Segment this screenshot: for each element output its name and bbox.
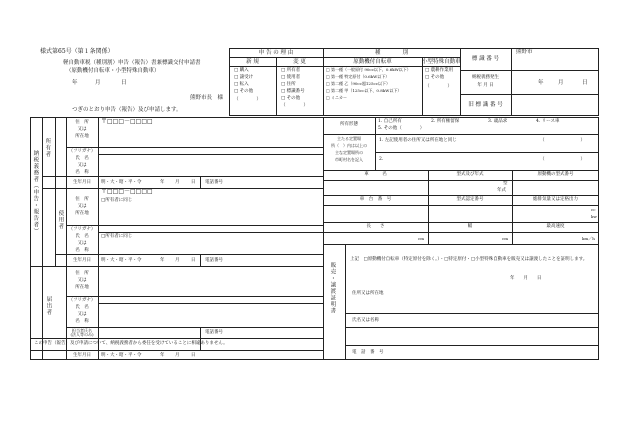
user-address-label-3: 所在地 bbox=[75, 211, 89, 216]
tax-date-month: 月 bbox=[558, 80, 564, 86]
owner-birth-year: 年 bbox=[160, 180, 165, 185]
cert-vertical-label: 販売・譲渡証明書 bbox=[329, 262, 336, 314]
vehicle-model-label: 型式及び年式 bbox=[456, 172, 484, 177]
reason-change-header: 変 更 bbox=[293, 59, 306, 65]
storage-option2-paren: （ ） bbox=[540, 157, 585, 162]
reason-new-header: 新 規 bbox=[246, 59, 259, 65]
filer-phone-label: 電話番号 bbox=[205, 330, 223, 335]
filer-birth-day: 日 bbox=[191, 353, 196, 358]
storage-option2[interactable]: 2. bbox=[379, 157, 384, 162]
kind-moped-special[interactable]: □ 第一種 特定原付（0.6kW以下） bbox=[326, 74, 390, 79]
vehicle-speed-unit: km／h bbox=[582, 236, 595, 241]
owner-address-label-1: 住 所 bbox=[75, 120, 89, 125]
filer-name-label-1: 氏 名 bbox=[75, 305, 89, 310]
reason-new-transfer[interactable]: □ 譲受け bbox=[234, 75, 254, 80]
form-title-line1: 軽自動車税（種別割）申告（報告）書兼標識交付申請書 bbox=[63, 60, 201, 66]
vehicle-frame-label: 車 台 番 号 bbox=[359, 197, 392, 202]
taxpayer-vertical-label: 納税義務者（申告・報告者） bbox=[32, 150, 39, 235]
filer-birth-label: 生年月日 bbox=[73, 353, 91, 358]
filer-furigana-label: （フリガナ） bbox=[68, 298, 96, 303]
owner-furigana-label: （フリガナ） bbox=[68, 149, 96, 154]
storage-label-3: 主な定置場所の bbox=[335, 150, 363, 155]
owner-address-label-3: 所在地 bbox=[75, 134, 89, 139]
filer-person-label-2: (法人等のみ) bbox=[70, 332, 94, 337]
owner-birth-label: 生年月日 bbox=[73, 180, 91, 185]
cert-name-label: 氏名又は名称 bbox=[352, 318, 379, 323]
ownership-label: 所有形態 bbox=[340, 122, 358, 127]
owner-birth-month: 月 bbox=[175, 180, 180, 185]
vehicle-year-suffix: 年式 bbox=[497, 188, 506, 193]
user-name-same-checkbox[interactable]: □所有者に同じ bbox=[101, 234, 133, 239]
filer-name-label-3: 名 称 bbox=[75, 319, 89, 324]
user-phone-label: 電話番号 bbox=[205, 258, 223, 263]
ownership-other[interactable]: 5. その他（ ） bbox=[378, 126, 425, 131]
owner-address-label-2: 又は bbox=[77, 127, 87, 132]
tax-date-label: 納税義務発生 bbox=[472, 75, 499, 80]
owner-postal-field[interactable]: 〒□□□－□□□□ bbox=[101, 118, 153, 125]
vehicle-speed-label: 最高速度 bbox=[546, 224, 565, 229]
user-birth-year: 年 bbox=[160, 258, 165, 263]
owner-vertical-label: 所有者 bbox=[44, 138, 51, 158]
user-birth-month: 月 bbox=[175, 258, 180, 263]
reason-new-move-in[interactable]: □ 転入 bbox=[234, 82, 249, 87]
filer-address-label-1: 住 所 bbox=[75, 271, 89, 276]
user-vertical-label: 使用者 bbox=[57, 210, 64, 230]
reason-change-other[interactable]: □ その他 bbox=[281, 96, 301, 101]
date-year-label: 年 bbox=[72, 80, 78, 86]
reason-change-owner[interactable]: □ 所有者 bbox=[281, 68, 301, 73]
reason-change-user[interactable]: □ 使用者 bbox=[281, 75, 301, 80]
vehicle-cc-unit: cc bbox=[591, 207, 596, 212]
kind-special-paren: （ ） bbox=[425, 84, 452, 89]
kind-header: 種 別 bbox=[374, 50, 408, 56]
tax-date-year: 年 bbox=[538, 80, 544, 86]
vehicle-model-suffix: 型 bbox=[503, 181, 508, 186]
filer-birth-month: 月 bbox=[175, 353, 180, 358]
reason-change-address[interactable]: □ 住所 bbox=[281, 82, 296, 87]
kind-special-agri[interactable]: □ 農耕作業用 bbox=[425, 68, 454, 73]
plate-city: 熊野市 bbox=[516, 49, 533, 55]
user-name-label-2: 又は bbox=[77, 241, 87, 246]
vehicle-width-unit: cm bbox=[502, 236, 509, 241]
reason-new-purchase[interactable]: □ 購入 bbox=[234, 68, 249, 73]
old-plate-label: 旧 標 識 番 号 bbox=[468, 102, 503, 108]
ownership-sale[interactable]: 3. 歳品求 bbox=[488, 119, 508, 124]
owner-name-label-3: 名 称 bbox=[75, 170, 89, 175]
kind-special-other[interactable]: □ その他 bbox=[425, 75, 445, 80]
owner-phone-label: 電話番号 bbox=[205, 180, 223, 185]
filer-era-choices[interactable]: 明・大・昭・平・令 bbox=[101, 353, 142, 358]
owner-name-label-2: 又は bbox=[77, 163, 87, 168]
vehicle-length-unit: cm bbox=[418, 236, 425, 241]
cert-address-label: 住所又は所在地 bbox=[352, 291, 384, 296]
form-number: 様式第65号（第１条関係） bbox=[40, 48, 114, 55]
ownership-lease[interactable]: 4. リース車 bbox=[536, 119, 560, 124]
user-postal-field[interactable]: 〒□□□－□□□□ bbox=[101, 188, 153, 195]
user-furigana-label: （フリガナ） bbox=[68, 227, 96, 232]
kind-minicar[interactable]: □ ミニカー bbox=[326, 95, 348, 100]
vehicle-kw-unit: kw bbox=[591, 214, 597, 219]
storage-label-4: 市町村名を記入 bbox=[335, 157, 363, 162]
plate-number-label: 標 識 番 号 bbox=[471, 56, 500, 62]
filer-birth-year: 年 bbox=[160, 353, 165, 358]
storage-label-1: 主たる定置場 bbox=[337, 136, 361, 141]
ownership-self[interactable]: 1. 自己所有 bbox=[378, 119, 402, 124]
vehicle-length-label: 長 さ bbox=[366, 224, 385, 229]
date-month-label: 月 bbox=[95, 80, 101, 86]
intro-text: つぎのとおり申告（報告）及び申請します。 bbox=[72, 107, 182, 113]
vehicle-width-label: 幅 bbox=[467, 224, 473, 229]
user-era-choices[interactable]: 明・大・昭・平・令 bbox=[101, 258, 142, 263]
user-birth-day: 日 bbox=[191, 258, 196, 263]
vehicle-engine-label: 原動機の型式番号 bbox=[537, 172, 574, 177]
kind-moped-class1[interactable]: □ 第一種（一般原付 90cc以下、0.6kW以下） bbox=[326, 67, 411, 72]
tax-date-label2: 年 月 日 bbox=[477, 83, 494, 88]
kind-special-header: 小型特殊自動車 bbox=[422, 59, 461, 65]
user-name-label-1: 氏 名 bbox=[75, 234, 89, 239]
user-address-label-2: 又は bbox=[77, 204, 87, 209]
storage-option1[interactable]: 1. 左記使用者の住所又は所在地と同じ bbox=[379, 138, 457, 143]
owner-birth-day: 日 bbox=[191, 180, 196, 185]
vehicle-cert-label: 型式認定番号 bbox=[456, 197, 484, 202]
storage-label-2: 所（ ）内は以上の bbox=[331, 143, 367, 148]
reason-change-paren: （ ） bbox=[281, 103, 308, 108]
user-same-as-owner-checkbox[interactable]: □所有者に同じ bbox=[101, 198, 133, 203]
filer-address-label-2: 又は bbox=[77, 278, 87, 283]
tax-date-day: 日 bbox=[582, 80, 588, 86]
kind-moped-class2b[interactable]: □ 第二種 乙（90cc超125cc以下） bbox=[326, 81, 391, 86]
cert-phone-label: 電 話 番 号 bbox=[352, 350, 384, 355]
vehicle-name-label: 車 名 bbox=[364, 172, 387, 177]
ownership-retained[interactable]: 2. 所有権留保 bbox=[431, 119, 460, 124]
filer-person-label-1: 担当者氏名 bbox=[72, 328, 92, 333]
reason-change-plate[interactable]: □ 標識番号 bbox=[281, 89, 305, 94]
reason-new-paren: （ ） bbox=[234, 97, 261, 102]
user-address-label-1: 住 所 bbox=[75, 197, 89, 202]
filer-address-label-3: 所在地 bbox=[75, 285, 89, 290]
user-birth-label: 生年月日 bbox=[73, 258, 91, 263]
filer-vertical-label: 届出者 bbox=[45, 296, 52, 316]
form-title-line2: （原動機付自転車・小型特殊自動車） bbox=[66, 68, 160, 74]
reason-new-other[interactable]: □ その他 bbox=[234, 89, 254, 94]
reason-header: 申 告 の 理 由 bbox=[258, 50, 294, 56]
date-day-label: 日 bbox=[121, 80, 127, 86]
kind-moped-class2a[interactable]: □ 第二種 甲（125cc以下、0.8kW以下） bbox=[326, 88, 402, 93]
kind-moped-header: 原動機付自転車 bbox=[353, 59, 392, 65]
owner-name-label-1: 氏 名 bbox=[75, 156, 89, 161]
vehicle-displacement-label: 総排気量又は定格出力 bbox=[533, 197, 578, 202]
cert-date: 年 月 日 bbox=[510, 276, 542, 281]
storage-option1-paren: （ ） bbox=[540, 138, 585, 143]
user-name-label-3: 名 称 bbox=[75, 248, 89, 253]
filer-footer-text: この申告（報告）及び申請について、納税義務者から委任を受けていることに相違ありません。 bbox=[34, 341, 228, 346]
owner-era-choices[interactable]: 明・大・昭・平・令 bbox=[101, 180, 142, 185]
cert-statement: 上記 □原動機付自転車（特定原付を除く。）・□特定原付・□小型特殊自動車を販売又は譲渡したことを証明します。 bbox=[350, 257, 588, 262]
filer-name-label-2: 又は bbox=[77, 312, 87, 317]
addressee: 熊野市長 様 bbox=[190, 95, 224, 101]
